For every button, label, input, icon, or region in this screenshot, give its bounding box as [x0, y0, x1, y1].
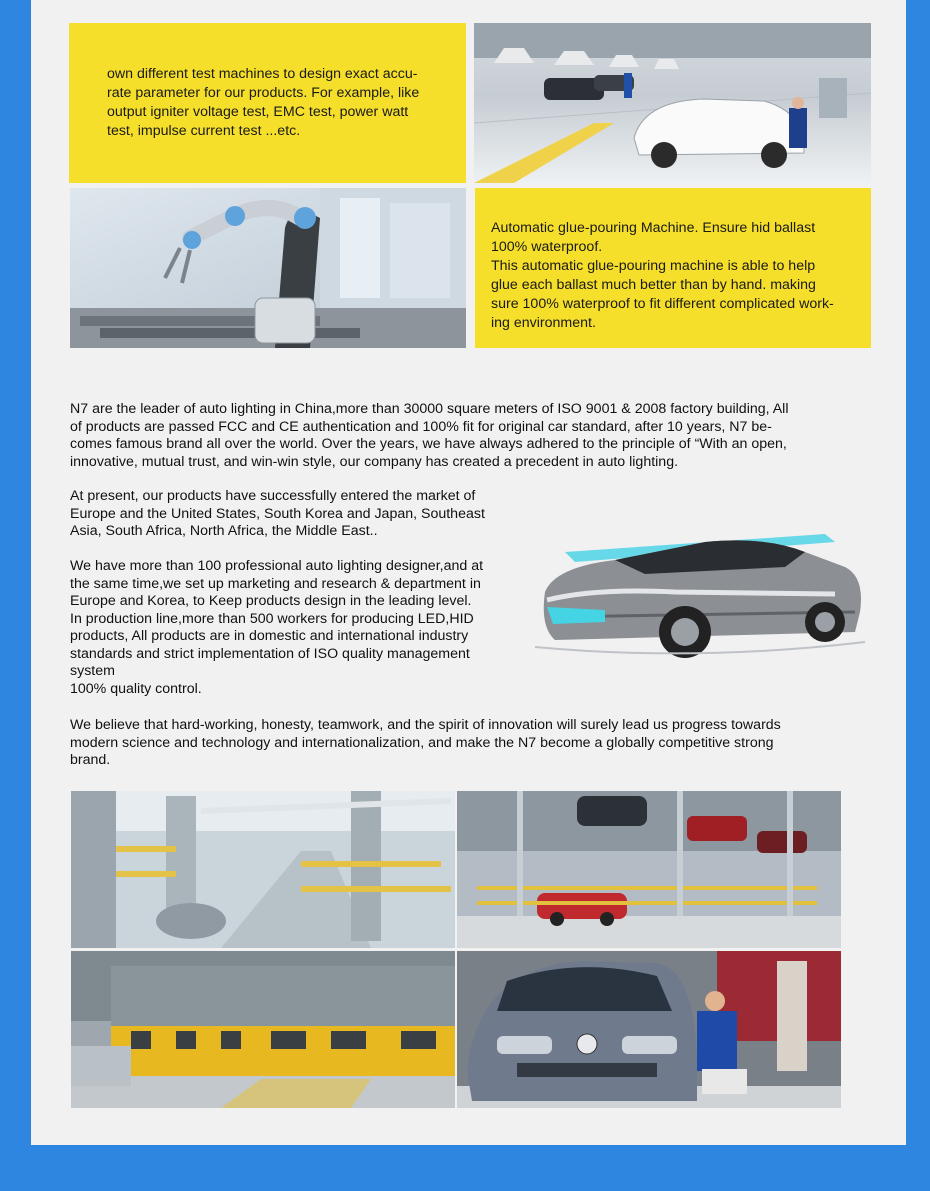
markets-paragraph: At present, our products have successfully entered the market of Europe and the United States, South Korea and Japan, Southeast Asia, South Africa, North Africa, the Middle East.. — [70, 488, 485, 539]
sports-car-sketch — [535, 522, 875, 672]
robot-arm-photo — [70, 188, 466, 348]
car-testing-hall-photo — [474, 23, 871, 183]
car-inspection-photo — [457, 951, 841, 1108]
assembly-line-photo — [457, 791, 841, 948]
test-machines-panel — [69, 23, 466, 183]
factory-pipeline-photo — [71, 791, 455, 948]
test-machines-text: own different test machines to design exact accu- rate parameter for our products. For example, like output igniter voltage test, EMC test, power watt test, impulse current test ...etc. — [107, 66, 420, 139]
glue-machine-panel — [475, 188, 871, 348]
team-paragraph: We have more than 100 professional auto lighting designer,and at the same time,we set up marketing and research & department in Europe and Korea, to Keep products design in the leading level. In production line,more than 500 workers for producing LED,HID products, All products are in domestic and international industry standards and strict implementation of ISO quality management system 100% quality control. — [70, 558, 484, 697]
press-line-photo — [71, 951, 455, 1108]
company-intro-paragraph: N7 are the leader of auto lighting in China,more than 30000 square meters of ISO 9001 & 2008 factory building, All of products are passed FCC and CE authentication and 100% fit for original car standard, after 10 years, N7 be- comes famous brand all over the world. Over the years, we have always adhered to the principle of “With an open, innovative, mutual trust, and win-win style, our company has created a precedent in auto lighting. — [70, 401, 789, 470]
belief-paragraph: We believe that hard-working, honesty, teamwork, and the spirit of innovation will surely lead us progress towards modern science and technology and internationalization, and make the N7 become a globally competitive strong brand. — [70, 717, 781, 768]
glue-machine-text: Automatic glue-pouring Machine. Ensure hid ballast 100% waterproof. This automatic glue-pouring machine is able to help glue each ballast much better than by hand. making sure 100% waterproof to fit different complicated work- ing environment. — [491, 220, 834, 331]
